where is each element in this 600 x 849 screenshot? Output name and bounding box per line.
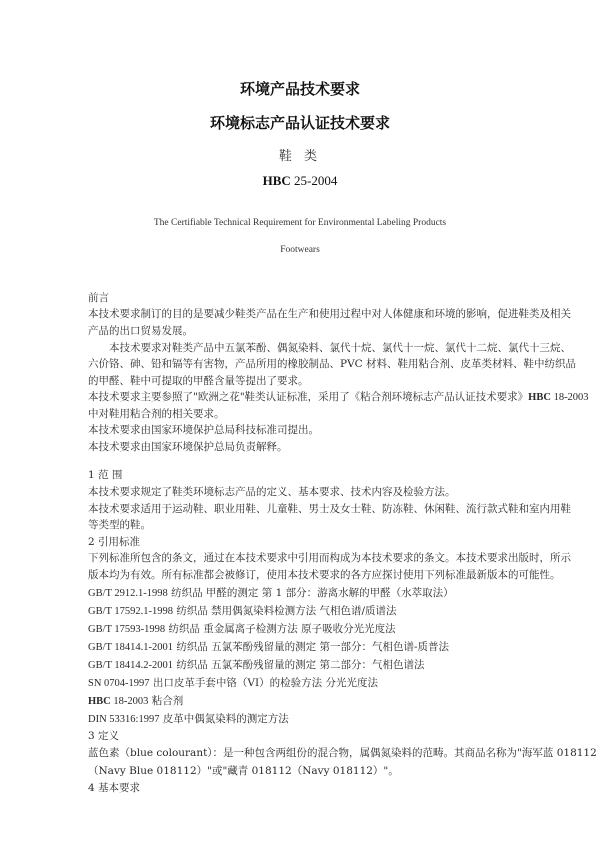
section-2-heading: 2 引用标准 [88,536,141,548]
section-1-heading: 1 范 围 [88,469,123,481]
foreword-line: 本技术要求由国家环境保护总局科技标准司提出。 [88,424,319,436]
reference-item: GB/T 2912.1-1998 纺织品 甲醛的测定 第 1 部分：游离水解的甲醛（水萃取法） [88,587,454,599]
ref-code-bold: HBC [528,392,551,403]
section-3-heading: 3 定义 [88,730,120,742]
foreword-line: 产品的出口贸易发展。 [88,325,193,337]
reference-item: GB/T 18414.1-2001 纺织品 五氯苯酚残留量的测定 第一部分：气相色谱-质普法 [88,641,450,653]
standard-code-number: 25-2004 [294,173,338,188]
reference-item: GB/T 17593-1998 纺织品 重金属离子检测方法 原子吸收分光光度法 [88,623,396,635]
section-4-heading: 4 基本要求 [88,782,141,794]
section-1-line: 本技术要求规定了鞋类环境标志产品的定义、基本要求、技术内容及检验方法。 [88,486,456,498]
foreword-line: 本技术要求主要参照了"欧洲之花"鞋类认证标准，采用了《粘合剂环境标志产品认证技术要求》HBC 18-2003 [88,391,589,403]
foreword-line: 本技术要求由国家环境保护总局负责解释。 [88,441,288,453]
foreword-line: 本技术要求制订的目的是要减少鞋类产品在生产和使用过程中对人体健康和环境的影响，促进鞋类及相关 [88,308,571,320]
section-1-line: 等类型的鞋。 [88,519,151,531]
section-2-line: 版本均为有效。所有标准都会被修订，使用本技术要求的各方应探讨使用下列标准最新版本的可能性。 [88,569,561,581]
reference-item: GB/T 18414.2-2001 纺织品 五氯苯酚残留量的测定 第二部分：气相色谱法 [88,659,425,671]
foreword-heading: 前言 [88,292,109,304]
foreword-line: 本技术要求对鞋类产品中五氯苯酚、偶氮染料、氯代十烷、氯代十一烷、氯代十二烷、氯代十三烷、 [109,342,571,354]
document-title: 环境产品技术要求 [239,80,360,98]
section-3-line: （Navy Blue 018112）"或"藏青 018112（Navy 018112）"。 [88,765,399,777]
standard-code [0,173,600,189]
section-1-line: 本技术要求适用于运动鞋、职业用鞋、儿童鞋、男士及女士鞋、防冻鞋、休闲鞋、流行款式鞋和室内用鞋 [88,503,571,515]
standard-code-prefix: HBC [262,173,291,188]
english-category: Footwears [280,245,320,255]
reference-item: DIN 53316:1997 皮革中偶氮染料的测定方法 [88,713,289,725]
reference-item: HBC 18-2003 粘合剂 [88,695,184,707]
document-subtitle: 环境标志产品认证技术要求 [209,114,390,132]
section-3-line: 蓝色素（blue colourant）：是一种包含两组份的混合物，属偶氮染料的范畴。其商品名称为"海军蓝 018112 [88,747,597,759]
product-category: 鞋 类 [278,149,322,164]
reference-item: SN 0704-1997 出口皮革手套中铬（VI）的检验方法 分光光度法 [88,677,378,689]
foreword-line: 中对鞋用粘合剂的相关要求。 [88,408,225,420]
foreword-line: 的甲醛、鞋中可提取的甲醛含量等提出了要求。 [88,375,309,387]
english-title: The Certifiable Technical Requirement for Environmental Labeling Products [153,218,447,228]
foreword-line: 六价铬、砷、铅和镉等有害物，产品所用的橡胶制品、PVC 材料、鞋用粘合剂、皮革类材料、鞋中纺织品 [88,358,577,370]
reference-item: GB/T 17592.1-1998 纺织品 禁用偶氮染料检测方法 气相色谱/质谱法 [88,605,397,617]
section-2-line: 下列标准所包含的条文，通过在本技术要求中引用而构成为本技术要求的条文。本技术要求出版时，所示 [88,552,571,564]
